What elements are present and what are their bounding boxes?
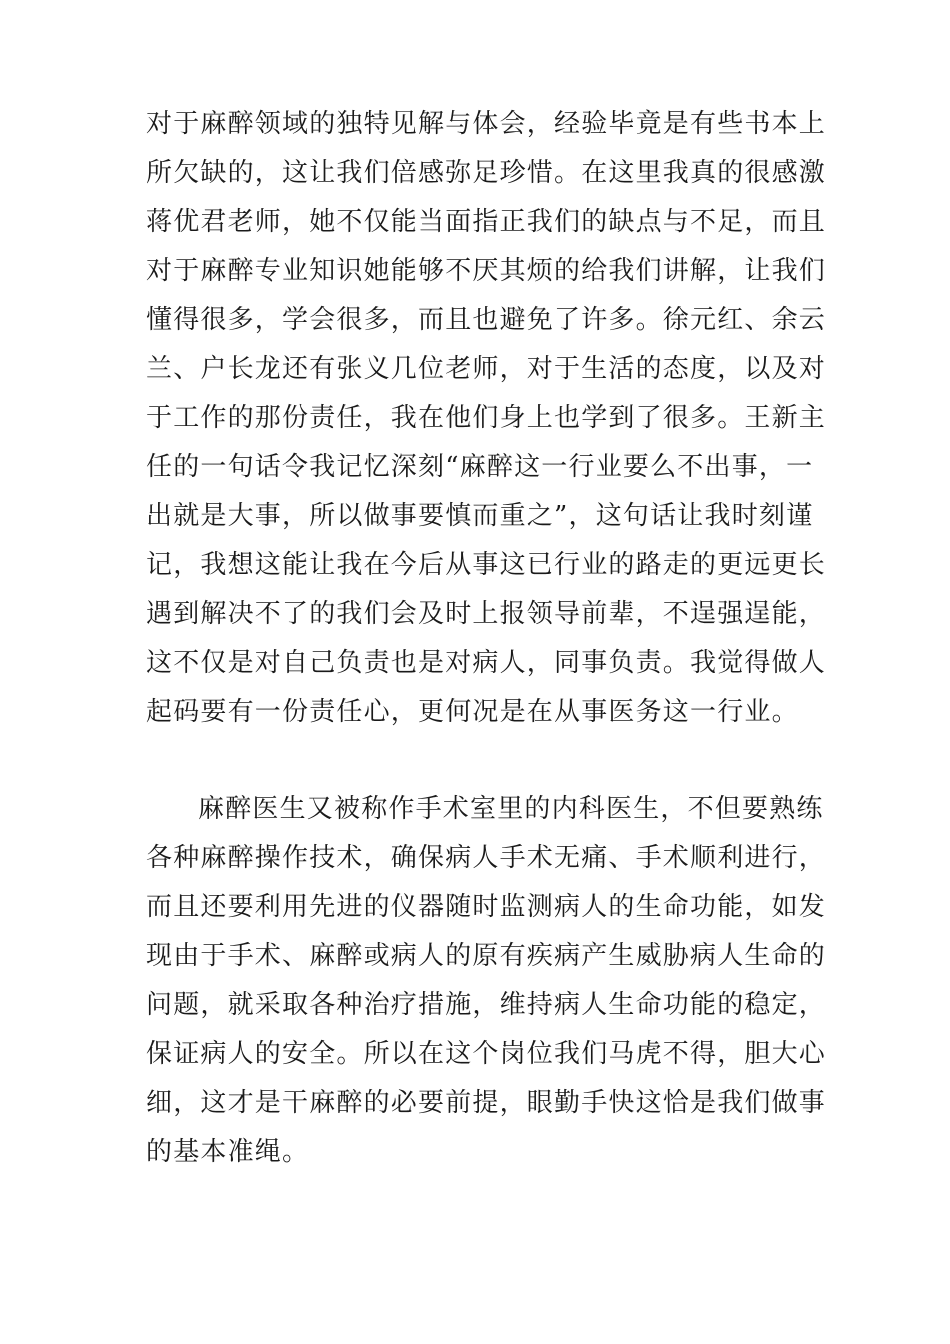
paragraph-line: 遇到解决不了的我们会及时上报领导前辈，不逞强逞能， [146, 599, 827, 629]
paragraph-line: 对于麻醉专业知识她能够不厌其烦的给我们讲解，让我们 [146, 256, 827, 286]
paragraph-line: 细，这才是干麻醉的必要前提，眼勤手快这恰是我们做事 [146, 1088, 827, 1118]
paragraph-line: 的基本准绳。 [146, 1137, 310, 1167]
paragraph-line: 所欠缺的，这让我们倍感弥足珍惜。在这里我真的很感激 [146, 158, 827, 188]
paragraph-line: 各种麻醉操作技术，确保病人手术无痛、手术顺利进行， [146, 843, 827, 873]
paragraph-line: 起码要有一份责任心，更何况是在从事医务这一行业。 [146, 697, 799, 727]
paragraph-line: 保证病人的安全。所以在这个岗位我们马虎不得，胆大心 [146, 1039, 827, 1069]
paragraph-line: 现由于手术、麻醉或病人的原有疾病产生威胁病人生命的 [146, 941, 827, 971]
paragraph-line: 于工作的那份责任，我在他们身上也学到了很多。王新主 [146, 403, 827, 433]
paragraph-line: 记，我想这能让我在今后从事这已行业的路走的更远更长 [146, 550, 827, 580]
paragraph-line: 蒋优君老师，她不仅能当面指正我们的缺点与不足，而且 [146, 207, 827, 237]
paragraph-line: 任的一句话令我记忆深刻“麻醉这一行业要么不出事，一 [146, 452, 814, 482]
paragraph-line: 懂得很多，学会很多，而且也避免了许多。徐元红、余云 [146, 305, 827, 335]
paragraph-line: 这不仅是对自己负责也是对病人，同事负责。我觉得做人 [146, 648, 827, 678]
paragraph-line: 而且还要利用先进的仪器随时监测病人的生命功能，如发 [146, 892, 827, 922]
paragraph-line: 兰、户长龙还有张义几位老师，对于生活的态度，以及对 [146, 354, 827, 384]
paragraph-line: 对于麻醉领域的独特见解与体会，经验毕竟是有些书本上 [146, 109, 827, 139]
paragraph-line: 出就是大事，所以做事要慎而重之”，这句话让我时刻谨 [146, 501, 814, 531]
paragraph-line: 问题，就采取各种治疗措施，维持病人生命功能的稳定， [146, 990, 827, 1020]
paragraph-line: 麻醉医生又被称作手术室里的内科医生，不但要熟练 [198, 794, 824, 824]
